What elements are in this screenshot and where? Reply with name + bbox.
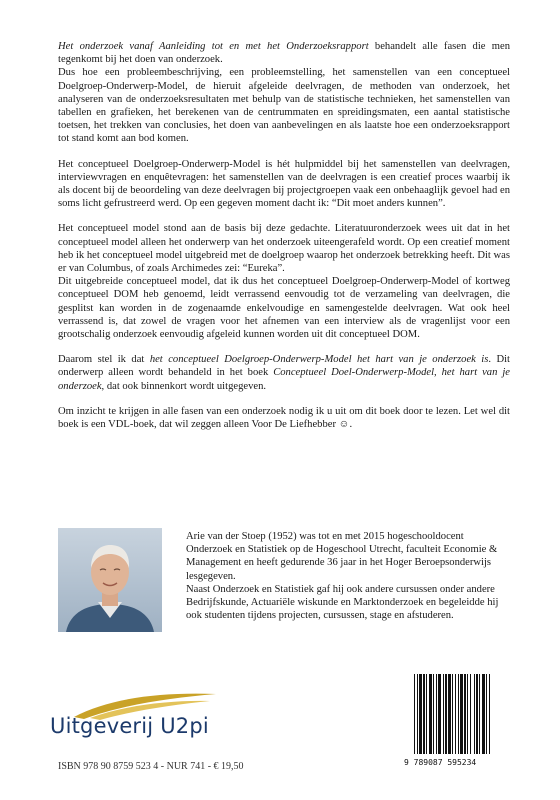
- barcode-bar: [443, 674, 444, 754]
- author-bio: [186, 530, 510, 622]
- barcode-bar: [426, 674, 427, 754]
- barcode-bar: [423, 674, 425, 754]
- eureka-paragraph: Het conceptueel model stond aan de basis bij deze gedachte. Literatuuronderzoek wees uit dat in het conceptueel model alleen het onderwerp van het onderzoek uiteengerafeld wordt. Op een creatief moment heb ik het conceptueel model uitgebreid met de doelgroep waarop het onderzoek betrekking heeft. Dit was er van Columbus, of zoals Archimedes zei: “Eureka”.: [58, 223, 510, 275]
- author-section: [58, 528, 510, 640]
- barcode-bar: [445, 674, 447, 754]
- heart-paragraph: [58, 353, 510, 393]
- barcode-bar: [448, 674, 451, 754]
- dom-paragraph: Het conceptueel Doelgroep-Onderwerp-Model is hét hulpmiddel bij het samenstellen van deelvragen, interviewvragen en enquêtevragen: het samenstellen van de deelvragen is een creatief proces waarbij ik als docent bij de beoordeling van deze deelvragen bij projectgroepen vaak een onbehaaglijk gevoel had en soms licht gefrustreerd werd. Op een gegeven moment dacht ik: “Dit moet anders kunnen”.: [58, 158, 510, 210]
- barcode-bar: [476, 674, 478, 754]
- barcode-bar: [452, 674, 453, 754]
- heart-text-c: . Dit onderwerp alleen wordt behandeld in het boek: [58, 354, 510, 379]
- barcode-bar: [467, 674, 468, 754]
- barcode-bar: [436, 674, 437, 754]
- barcode-bar: [489, 674, 490, 754]
- barcode-bar: [486, 674, 487, 754]
- invitation-paragraph: Om inzicht te krijgen in alle fasen van een onderzoek nodig ik u uit om dit boek door te lezen. Let wel dit boek is een VDL-boek, dat wil zeggen alleen Voor De Liefhebber ☺.: [58, 405, 510, 431]
- phases-paragraph: Dus hoe een probleembeschrijving, een probleemstelling, het samenstellen van een conceptueel Doelgroep-Onderwerp-Model, de hieruit afgeleide deelvragen, de methoden van onderzoek, het analyseren van de onderzoeksresultaten met behulp van de statistische technieken, het samenstellen van tabellen en grafieken, het berekenen van de centrummaten en spreidingsmaten, een aantal statistische toetsen, het trekken van conclusies, het doen van aanbevelingen en als laatste hoe een onderzoeksrapport tot stand komt aan bod komen.: [58, 67, 510, 145]
- barcode-bar: [460, 674, 463, 754]
- barcode-bar: [482, 674, 485, 754]
- author-bio-career: Arie van der Stoep (1952) was tot en met 2015 hogeschooldocent Onderzoek en Statistiek op de Hogeschool Utrecht, faculteit Economie & Management en heeft gedurende 36 jaar in het Hoger Beroepsonderwijs lesgegeven.: [186, 531, 498, 582]
- barcode-bar: [429, 674, 432, 754]
- heart-text-a: Daarom stel ik dat: [58, 354, 150, 366]
- author-photo: [58, 528, 162, 632]
- barcode-bar: [464, 674, 466, 754]
- author-bio-courses: Naast Onderzoek en Statistiek gaf hij ook andere cursussen onder andere Bedrijfskunde, Actuariële wiskunde en Marktonderzoek en begeleidde hij ook studenten tijdens projecten, cursussen, stage en afstuderen.: [186, 583, 499, 622]
- barcode-bar: [417, 674, 418, 754]
- blurb: [58, 40, 510, 443]
- barcode-bar: [438, 674, 441, 754]
- heart-italic-2: Conceptueel Doel-Onderwerp-Model, het hart van je onderzoek: [58, 367, 510, 392]
- intro-paragraph: [58, 40, 510, 66]
- author-portrait-image: [58, 528, 162, 632]
- isbn-price-line: ISBN 978 90 8759 523 4 - NUR 741 - € 19,50: [58, 761, 244, 772]
- intro-italic-title: Het onderzoek vanaf Aanleiding tot en met het Onderzoeksrapport: [58, 41, 369, 52]
- barcode-bar: [433, 674, 434, 754]
- publisher-name: Uitgeverij U2pi: [50, 714, 209, 738]
- heart-text-e: , dat ook binnenkort wordt uitgegeven.: [101, 380, 267, 392]
- barcode-bar: [419, 674, 422, 754]
- barcode: [404, 674, 526, 768]
- barcode-bars: [404, 674, 526, 756]
- barcode-bar: [458, 674, 459, 754]
- barcode-bar: [414, 674, 415, 754]
- barcode-bar: [455, 674, 456, 754]
- heart-italic-1: het conceptueel Doelgroep-Onderwerp-Model het hart van je onderzoek is: [149, 354, 489, 366]
- intro-text: behandelt alle fasen die men tegenkomt bij het doen van onderzoek.: [58, 41, 510, 66]
- barcode-bar: [479, 674, 480, 754]
- barcode-number: 9 789087 595234: [404, 758, 477, 767]
- barcode-bar: [470, 674, 471, 754]
- barcode-bar: [474, 674, 475, 754]
- extended-model-paragraph: Dit uitgebreide conceptueel model, dat ik dus het conceptueel Doelgroep-Onderwerp-Model of kortweg conceptueel DOM heb genoemd, leidt verrassend eenvoudig tot de verzameling van deelvragen, die gesplitst kan worden in de zogenaamde enkelvoudige en samengestelde deelvragen. Wat ook heel verrassend is, dat zowel de vragen voor het afnemen van een interview als de vragenlijst voor een grootschalig onderzoek eenvoudig afgeleid kunnen worden uit dit conceptueel DOM.: [58, 276, 510, 341]
- publisher-logo: [48, 690, 238, 746]
